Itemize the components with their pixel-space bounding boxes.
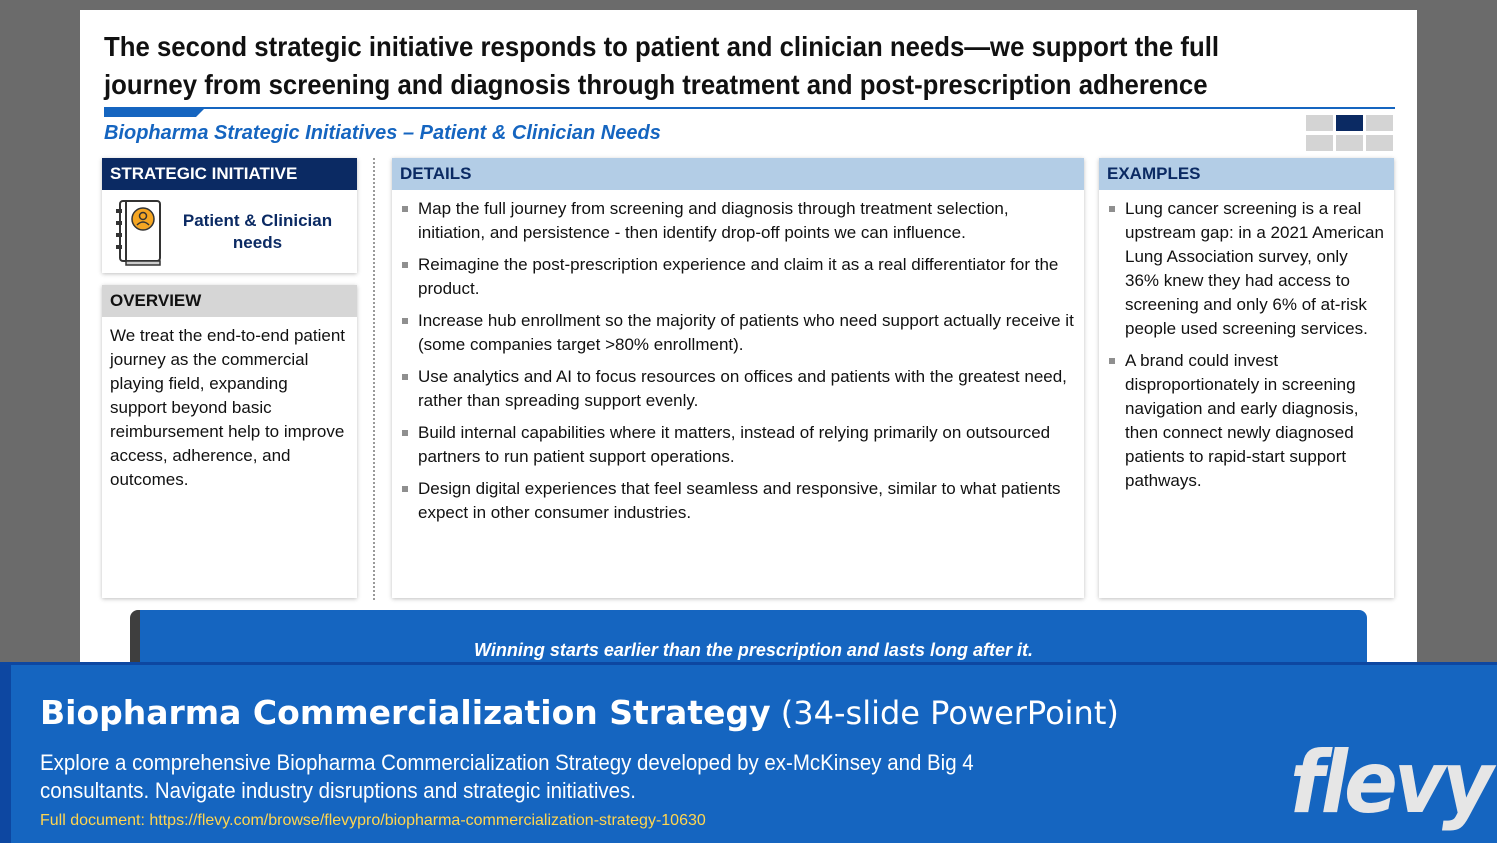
slide-subtitle: Biopharma Strategic Initiatives – Patient & Clinician Needs xyxy=(104,122,661,144)
list-item xyxy=(400,309,1074,357)
details-item-text: Design digital experiences that feel seamless and responsive, similar to what patients expect in other consumer industries. xyxy=(418,479,1061,522)
title-rule xyxy=(104,107,1395,109)
details-item-text: Increase hub enrollment so the majority of patients who need support actually receive it (some companies target >80% enrollment). xyxy=(418,311,1074,354)
nav-cell xyxy=(1336,135,1363,151)
list-item xyxy=(1107,197,1384,341)
nav-cell xyxy=(1306,115,1333,131)
overview-text: We treat the end-to-end patient journey as the commercial playing field, expanding support beyond basic reimbursement help to improve access, adherence, and outcomes. xyxy=(110,326,346,489)
bullet-square-icon xyxy=(402,262,408,268)
nav-cell xyxy=(1306,135,1333,151)
overview-panel xyxy=(102,285,357,598)
examples-header: EXAMPLES xyxy=(1099,158,1394,190)
footer-title-suffix: (34-slide PowerPoint) xyxy=(770,694,1119,732)
bullet-square-icon xyxy=(402,430,408,436)
list-item xyxy=(400,197,1074,245)
column-divider xyxy=(373,158,375,600)
list-item xyxy=(1107,349,1384,493)
footer-title xyxy=(40,693,1119,733)
bullet-square-icon xyxy=(402,318,408,324)
bullet-square-icon xyxy=(1109,206,1115,212)
list-item xyxy=(400,477,1074,525)
bullet-square-icon xyxy=(402,206,408,212)
details-panel xyxy=(392,158,1084,598)
callout-text: Winning starts earlier than the prescription and lasts long after it. xyxy=(474,640,1033,660)
footer-description: Explore a comprehensive Biopharma Commercialization Strategy developed by ex-McKinsey and Big 4 consultants. Navigate industry disruptions and strategic initiatives. xyxy=(40,750,974,803)
examples-panel xyxy=(1099,158,1394,598)
details-item-text: Map the full journey from screening and diagnosis through treatment selection, initiation, and persistence - then identify drop-off points we can influence. xyxy=(418,199,1009,242)
strategic-initiative-panel xyxy=(102,158,357,273)
examples-list xyxy=(1099,190,1394,493)
nav-cell xyxy=(1336,115,1363,131)
title-accent xyxy=(104,109,204,117)
footer-title-main: Biopharma Commercialization Strategy xyxy=(40,693,771,732)
strategic-initiative-header: STRATEGIC INITIATIVE xyxy=(102,158,357,190)
details-item-text: Reimagine the post-prescription experience and claim it as a real differentiator for the product. xyxy=(418,255,1059,298)
slide xyxy=(80,10,1417,665)
bullet-square-icon xyxy=(402,374,408,380)
list-item xyxy=(400,365,1074,413)
nav-cell xyxy=(1366,135,1393,151)
examples-item-text: Lung cancer screening is a real upstream gap: in a 2021 American Lung Association survey, only 36% knew they had access to screening and only 6% of at-risk people used screening services. xyxy=(1125,199,1384,338)
patient-book-icon xyxy=(112,197,168,267)
footer-accent-bar xyxy=(0,665,11,843)
callout-banner xyxy=(130,610,1367,665)
slide-nav-grid xyxy=(1306,115,1396,153)
list-item xyxy=(400,421,1074,469)
strategic-initiative-body xyxy=(102,190,357,273)
slide-title: The second strategic initiative responds to patient and clinician needs—we support the full journey from screening and diagnosis through treatment and post-prescription adherence xyxy=(104,31,1220,100)
details-header: DETAILS xyxy=(392,158,1084,190)
list-item xyxy=(400,253,1074,301)
flevy-logo: flevy xyxy=(1290,733,1490,833)
full-document-link[interactable]: Full document: https://flevy.com/browse/flevypro/biopharma-commercialization-strategy-10630 xyxy=(40,812,706,829)
strategic-initiative-label: Patient & Clinician needs xyxy=(182,210,333,252)
nav-cell xyxy=(1366,115,1393,131)
promo-footer xyxy=(0,662,1497,843)
bullet-square-icon xyxy=(402,486,408,492)
bullet-square-icon xyxy=(1109,358,1115,364)
details-item-text: Use analytics and AI to focus resources on offices and patients with the greatest need, rather than spreading support evenly. xyxy=(418,367,1067,410)
details-list xyxy=(392,190,1084,525)
details-item-text: Build internal capabilities where it matters, instead of relying primarily on outsourced partners to run patient support operations. xyxy=(418,423,1051,466)
overview-header: OVERVIEW xyxy=(102,285,357,317)
examples-item-text: A brand could invest disproportionately in screening navigation and early diagnosis, then connect newly diagnosed patients to rapid-start support pathways. xyxy=(1125,351,1359,490)
